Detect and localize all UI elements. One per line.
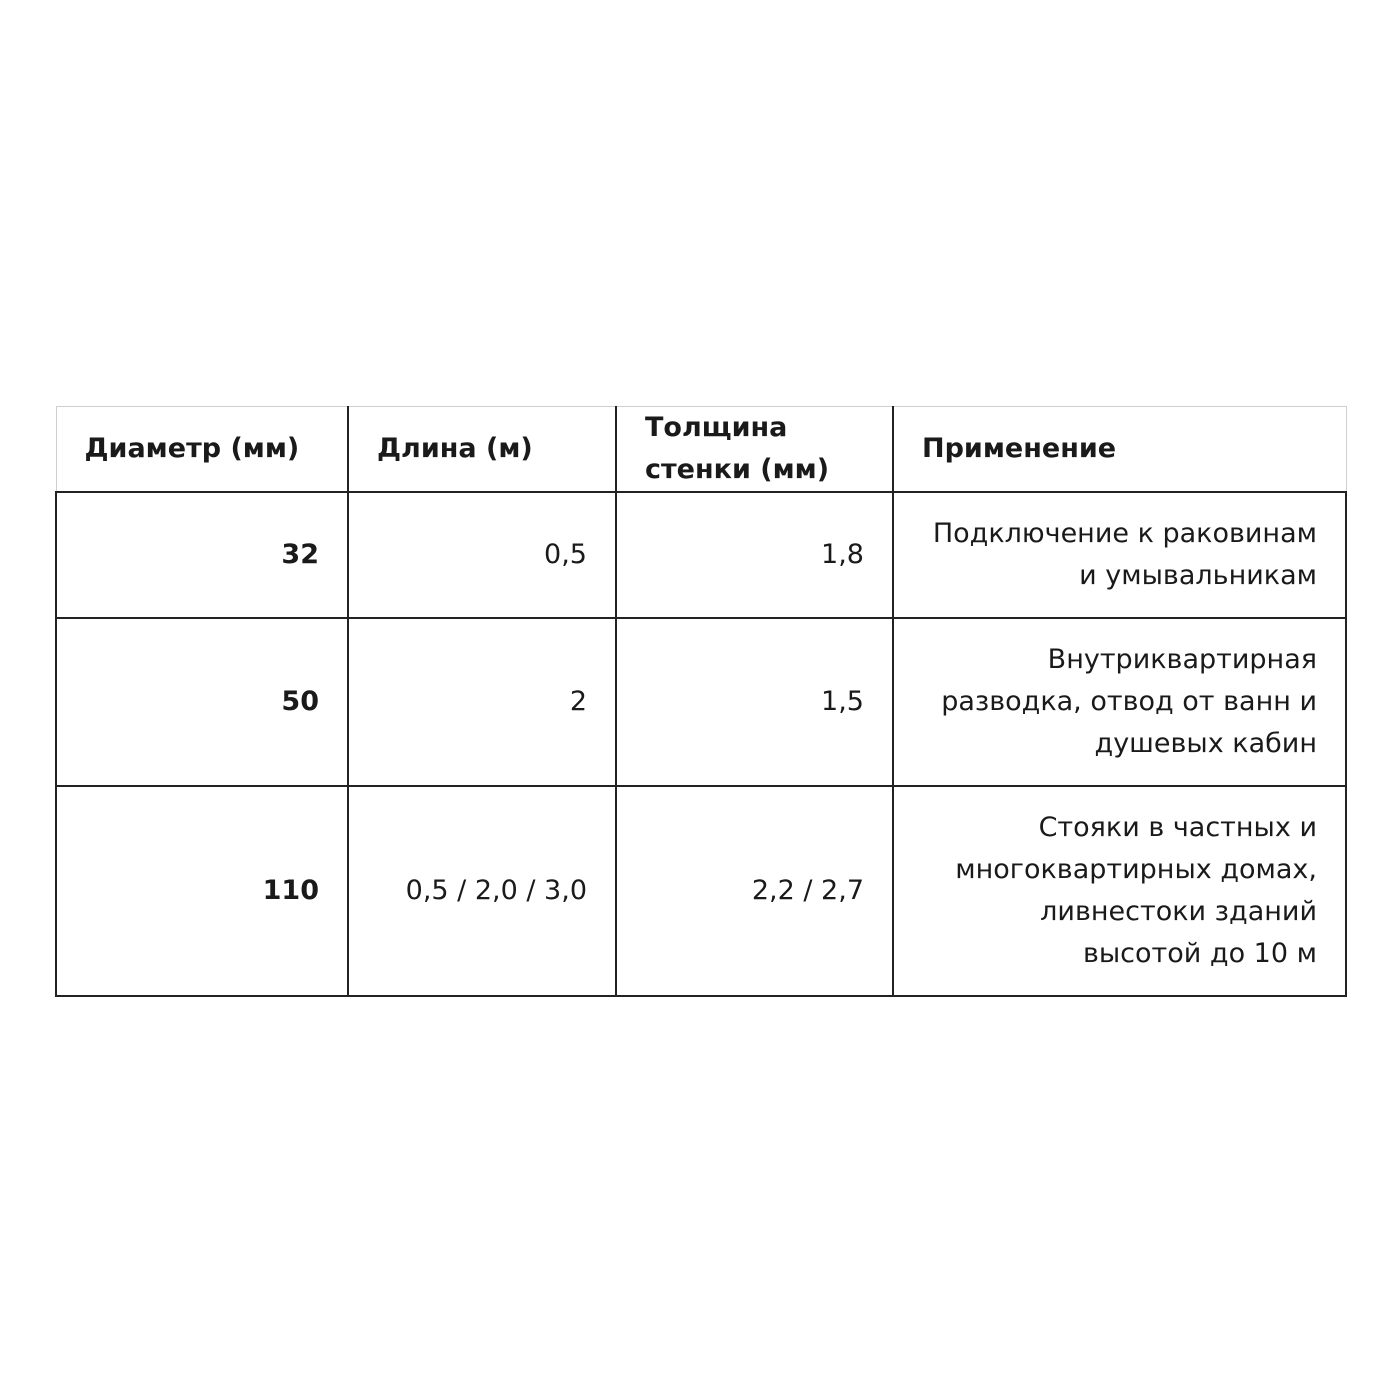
cell-diameter: 50 [56,618,348,786]
header-length: Длина (м) [348,407,616,493]
cell-wall-thickness: 2,2 / 2,7 [616,786,893,996]
header-diameter: Диаметр (мм) [56,407,348,493]
cell-length: 2 [348,618,616,786]
pipe-spec-table [55,406,1347,997]
table-body [56,492,1346,996]
cell-usage: Стояки в частных и многоквартирных домах, ливнестоки зданий высотой до 10 м [893,786,1346,996]
cell-length: 0,5 [348,492,616,618]
cell-wall-thickness: 1,5 [616,618,893,786]
table-row [56,492,1346,618]
header-wall-thickness: Толщина стенки (мм) [616,407,893,493]
cell-length: 0,5 / 2,0 / 3,0 [348,786,616,996]
cell-diameter: 110 [56,786,348,996]
cell-usage: Внутриквартирная разводка, отвод от ванн и душевых кабин [893,618,1346,786]
header-row [56,407,1346,493]
table-header [56,407,1346,493]
table-row [56,786,1346,996]
table-row [56,618,1346,786]
cell-wall-thickness: 1,8 [616,492,893,618]
cell-diameter: 32 [56,492,348,618]
header-usage: Применение [893,407,1346,493]
cell-usage: Подключение к раковинам и умывальникам [893,492,1346,618]
